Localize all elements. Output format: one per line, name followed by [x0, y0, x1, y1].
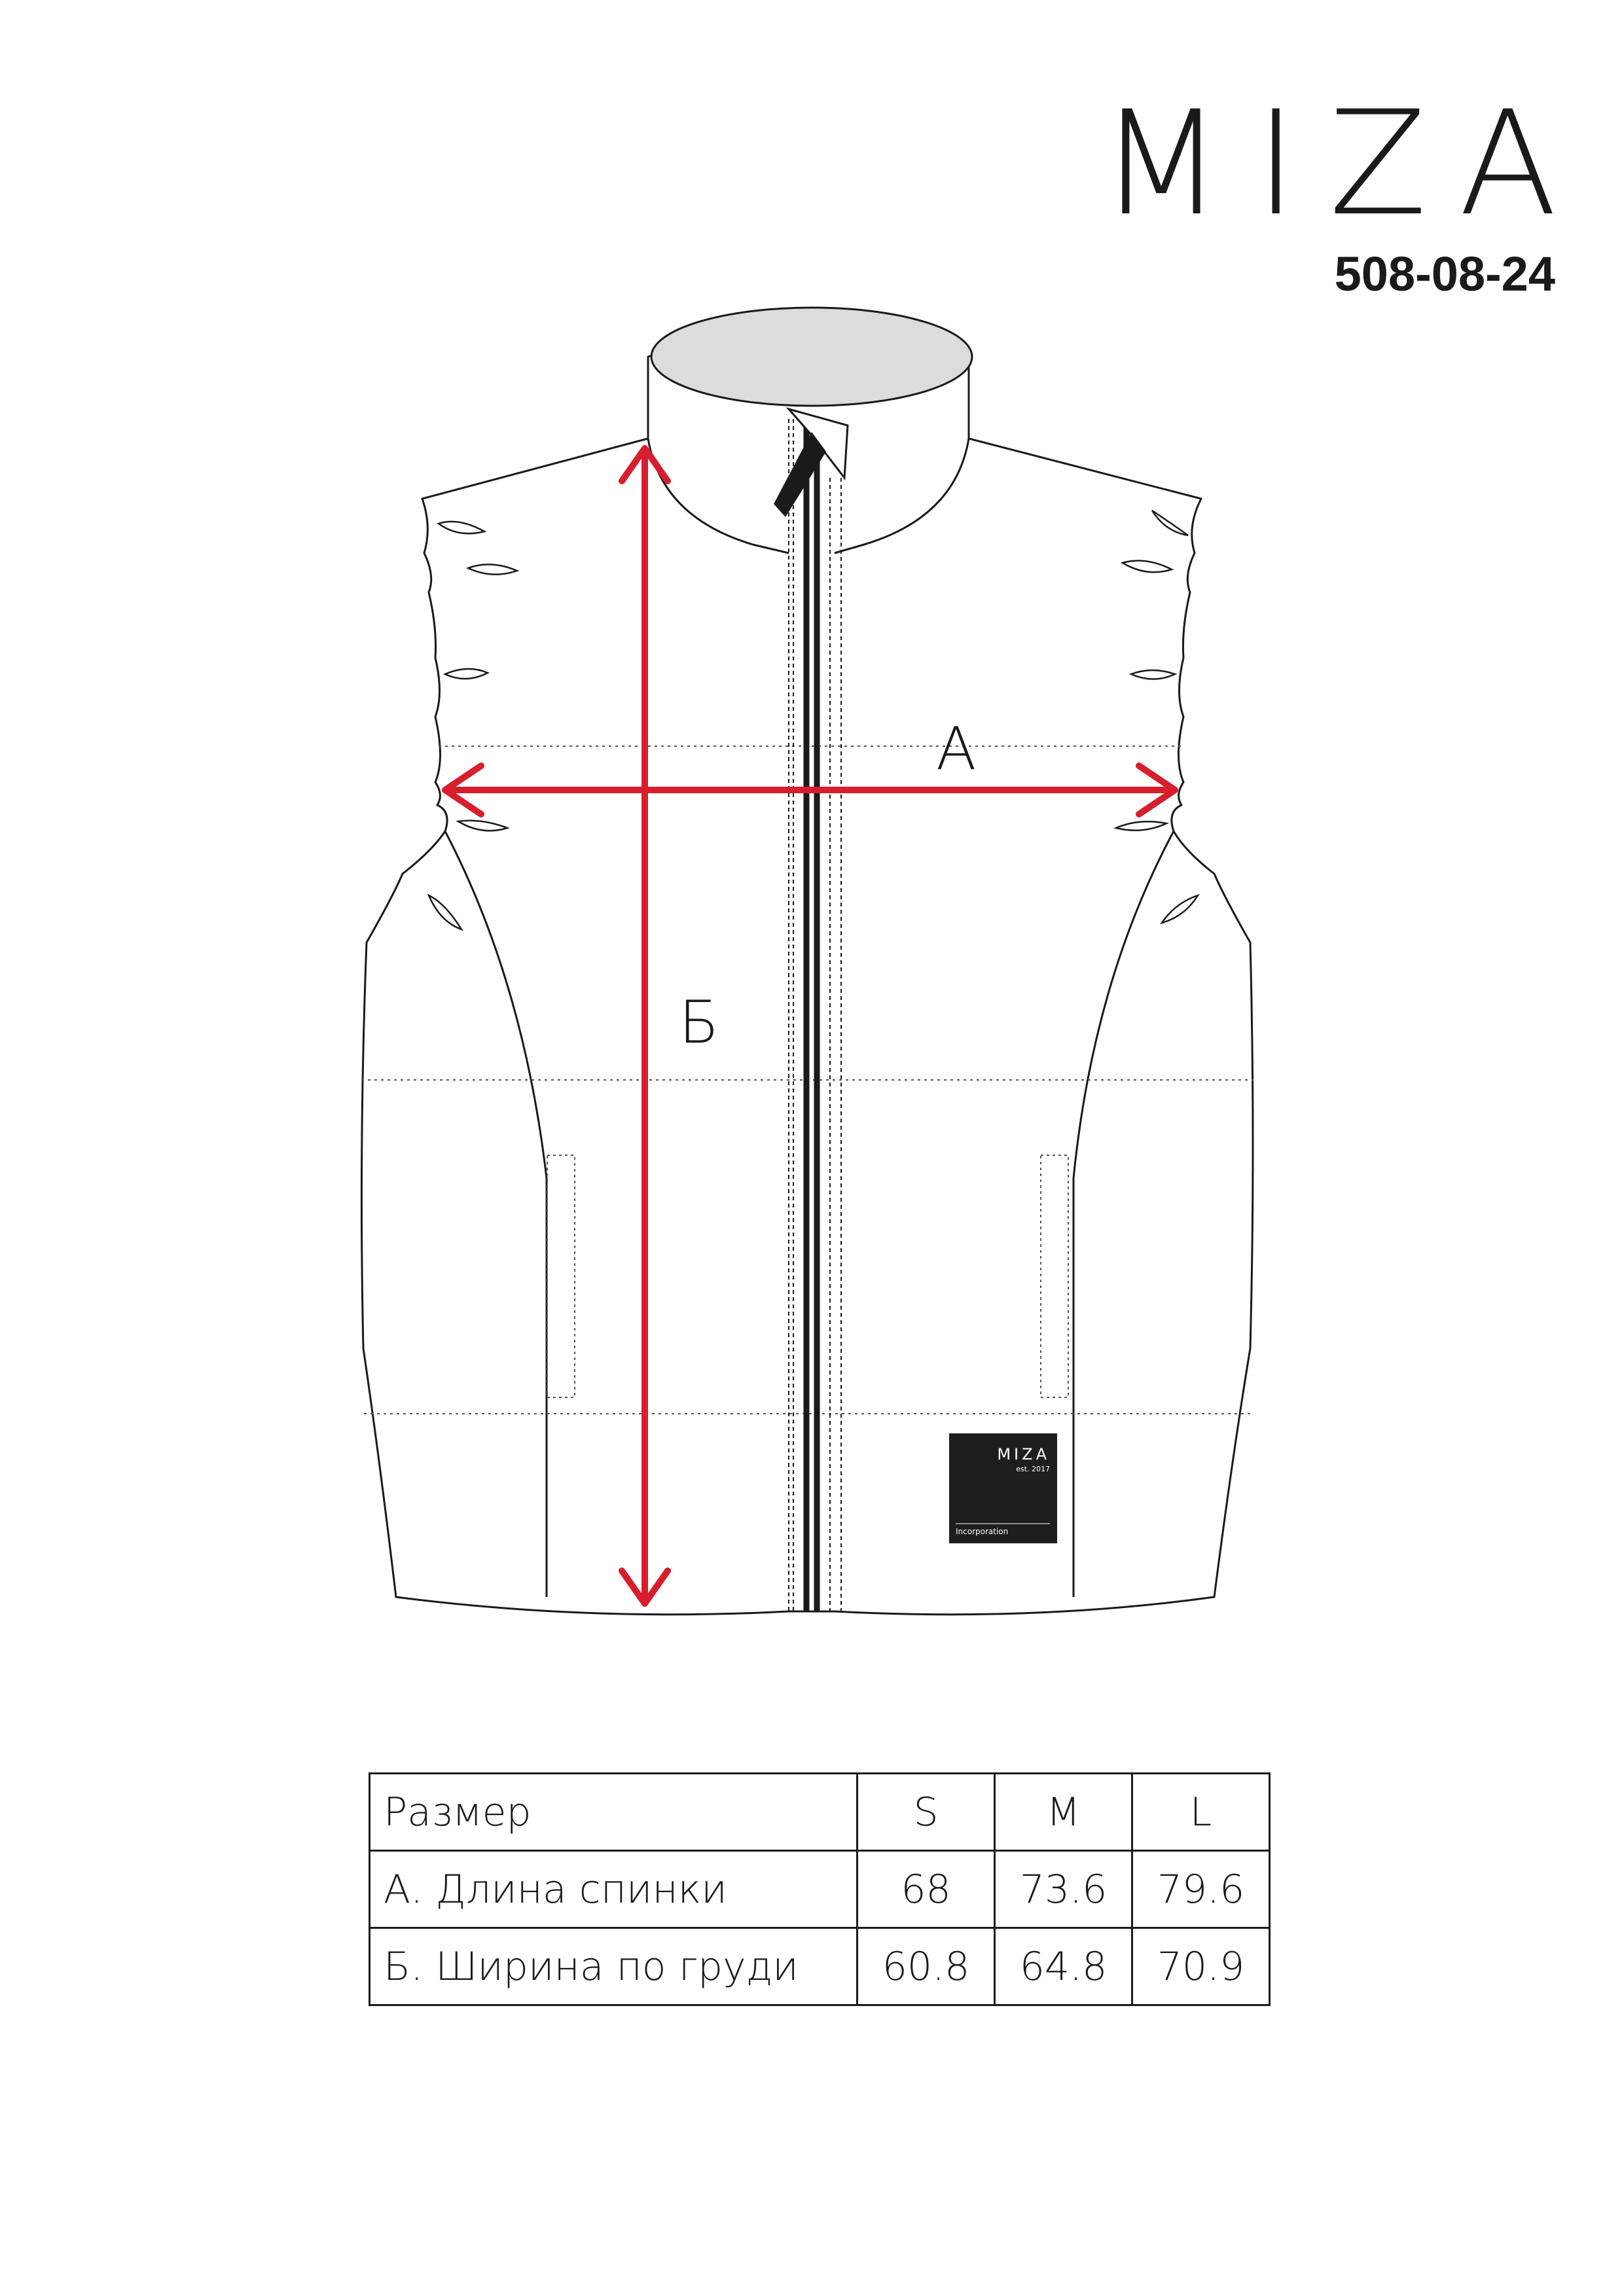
table-cell: 60.8 [857, 1928, 995, 2005]
table-cell: 73.6 [995, 1851, 1132, 1928]
header-size-l: L [1132, 1774, 1270, 1851]
gather-mark [1131, 670, 1175, 679]
tag-est: est. 2017 [1016, 1465, 1050, 1473]
row-label: Б. Ширина по груди [370, 1928, 857, 2005]
quilt-gathers [429, 511, 1198, 929]
tag-brand: MIZA [997, 1445, 1050, 1463]
size-table [369, 1772, 1271, 2006]
gather-mark [439, 522, 484, 533]
gather-mark [458, 821, 507, 831]
left-armhole [445, 831, 547, 1597]
gather-mark [468, 564, 517, 574]
tag-footer: Incorporation [956, 1527, 1009, 1536]
dimension-label-a: А [936, 715, 977, 783]
brand-tag [949, 1433, 1057, 1543]
gather-mark [1162, 895, 1198, 923]
header-size-s: S [857, 1774, 995, 1851]
table-cell: 64.8 [995, 1928, 1132, 2005]
right-pocket [1041, 1155, 1068, 1397]
table-row [370, 1851, 1270, 1928]
row-label: А. Длина спинки [370, 1851, 857, 1928]
left-pocket [547, 1155, 575, 1397]
gather-mark [1116, 821, 1166, 830]
brand-logo: MIZA [1099, 80, 1589, 247]
header-size-m: M [995, 1774, 1132, 1851]
article-code: 508-08-24 [1334, 247, 1555, 301]
gather-mark [445, 669, 488, 679]
gather-mark [1152, 511, 1188, 535]
table-row [370, 1928, 1270, 2005]
table-cell: 70.9 [1132, 1928, 1270, 2005]
header-label: Размер [370, 1774, 857, 1851]
table-cell: 68 [857, 1851, 995, 1928]
table-header-row [370, 1774, 1270, 1851]
gather-mark [429, 895, 461, 929]
collar-inside [651, 308, 972, 406]
gather-mark [1123, 561, 1172, 573]
table-cell: 79.6 [1132, 1851, 1270, 1928]
dimension-label-b: Б [679, 988, 719, 1057]
right-armhole [1074, 831, 1174, 1597]
